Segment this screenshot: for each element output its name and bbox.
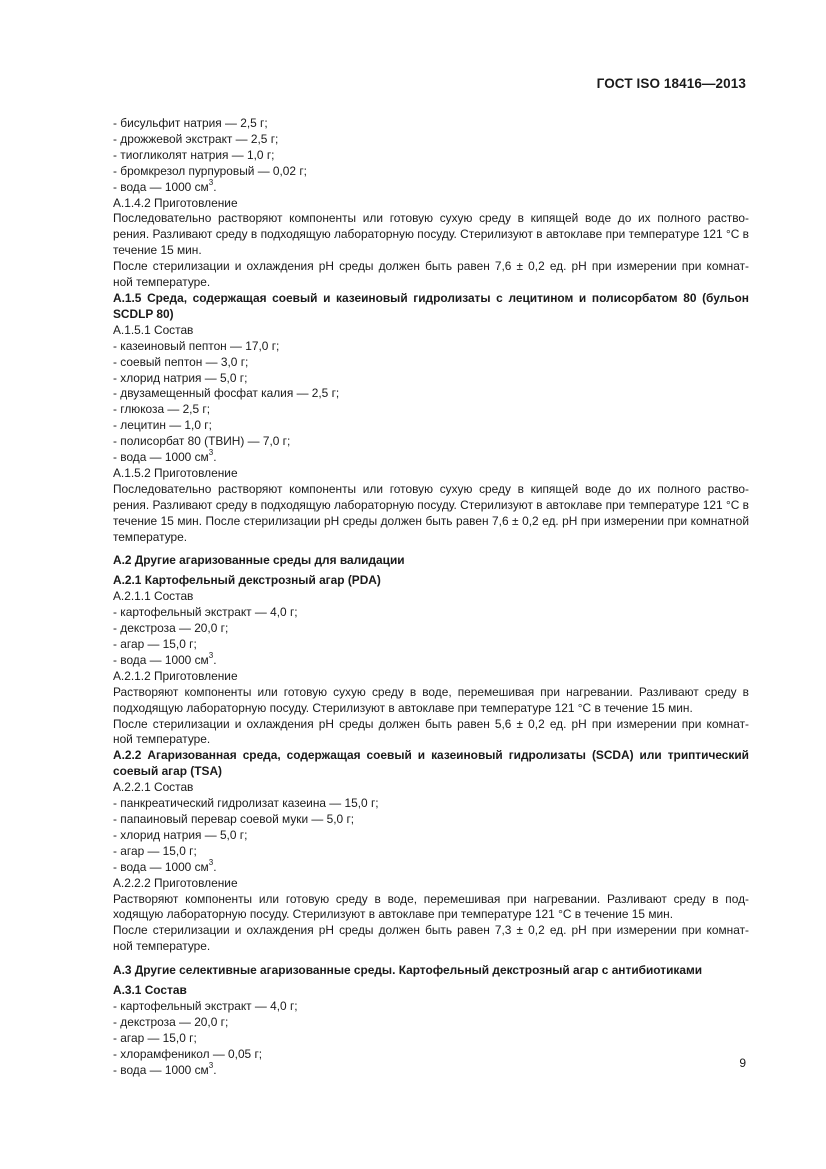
list-item: - лецитин — 1,0 г; bbox=[113, 418, 212, 433]
list-item-water: - вода — 1000 $см^3$. bbox=[113, 857, 217, 874]
list-item: - дрожжевой экстракт — 2,5 г; bbox=[113, 131, 279, 146]
list-item-water: - вода — 1000 $см^3$. bbox=[113, 1060, 217, 1077]
list-item-water: - вода — 1000 $см^3$. bbox=[113, 448, 217, 465]
list-item: - соевый пептон — 3,0 г; bbox=[113, 354, 249, 369]
paragraph-line: Растворяют компоненты или готовую среду в воде, перемешивая при нагревании. Разливают среду в под- bbox=[113, 891, 749, 906]
section-heading: А.2 Другие агаризованные среды для валидации bbox=[113, 553, 405, 568]
paragraph-line: течение 15 мин. После стерилизации рН среды должен быть равен 7,6 ± 0,2 ед. рН при измерении при комнатной bbox=[113, 513, 749, 528]
paragraph-line: После стерилизации и охлаждения рН среды должен быть равен 7,6 ± 0,2 ед. рН при измерении при комнат- bbox=[113, 259, 749, 274]
list-item: - бисульфит натрия — 2,5 г; bbox=[113, 116, 268, 130]
list-item: - бромкрезол пурпуровый — 0,02 г; bbox=[113, 163, 307, 178]
subsection-heading: А.2.2.2 Приготовление bbox=[113, 875, 238, 890]
paragraph-line: После стерилизации и охлаждения рН среды должен быть равен 5,6 ± 0,2 ед. рН при измерении при комнат- bbox=[113, 716, 749, 731]
paragraph-line: рения. Разливают среду в подходящую лабораторную посуду. Стерилизуют в автоклаве при температуре 121 °С в bbox=[113, 497, 749, 512]
section-heading: SCDLP 80) bbox=[113, 306, 174, 321]
page-content bbox=[113, 116, 749, 1078]
paragraph-line: ной температуре. bbox=[113, 732, 211, 747]
list-item: - хлорамфеникол — 0,05 г; bbox=[113, 1046, 263, 1061]
list-item-water: - вода — 1000 $см^3$. bbox=[113, 650, 217, 667]
subsection-heading: А.1.5.1 Состав bbox=[113, 322, 194, 337]
section-heading: А.2.1 Картофельный декстрозный агар (PDA) bbox=[113, 573, 381, 588]
list-item: - хлорид натрия — 5,0 г; bbox=[113, 827, 248, 842]
paragraph-line: Последовательно растворяют компоненты или готовую сухую среду в кипящей воде до их полного раство- bbox=[113, 481, 749, 496]
list-item: - двузамещенный фосфат калия — 2,5 г; bbox=[113, 386, 340, 401]
list-item: - агар — 15,0 г; bbox=[113, 637, 197, 651]
list-item: - картофельный экстракт — 4,0 г; bbox=[113, 998, 298, 1013]
list-item: - папаиновый перевар соевой муки — 5,0 г; bbox=[113, 811, 355, 826]
paragraph-line: подходящую лабораторную посуду. Стерилизуют в автоклаве при температуре 121 °С в течение 15 мин. bbox=[113, 700, 693, 715]
list-item: - агар — 15,0 г; bbox=[113, 1030, 197, 1045]
list-item-water: - вода — 1000 $см^3$. bbox=[113, 177, 217, 194]
section-heading: А.3.1 Состав bbox=[113, 983, 187, 998]
list-item: - панкреатический гидролизат казеина — 15,0 г; bbox=[113, 796, 379, 811]
paragraph-line: После стерилизации и охлаждения рН среды должен быть равен 7,3 ± 0,2 ед. рН при измерении при комнат- bbox=[113, 923, 749, 938]
paragraph-line: рения. Разливают среду в подходящую лабораторную посуду. Стерилизуют в автоклаве при температуре 121 °С в bbox=[113, 227, 749, 242]
list-item: - казеиновый пептон — 17,0 г; bbox=[113, 338, 280, 353]
list-item: - декстроза — 20,0 г; bbox=[113, 621, 229, 636]
list-item: - хлорид натрия — 5,0 г; bbox=[113, 370, 248, 385]
subsection-heading: А.2.2.1 Состав bbox=[113, 780, 194, 795]
subsection-heading: А.1.5.2 Приготовление bbox=[113, 465, 238, 480]
list-item: - глюкоза — 2,5 г; bbox=[113, 402, 211, 417]
paragraph-line: течение 15 мин. bbox=[113, 243, 202, 258]
subsection-heading: А.1.4.2 Приготовление bbox=[113, 195, 238, 210]
paragraph-line: температуре. bbox=[113, 529, 188, 544]
paragraph-line: Растворяют компоненты или готовую сухую среду в воде, перемешивая при нагревании. Разливают среду в bbox=[113, 684, 749, 699]
subsection-heading: А.2.1.2 Приготовление bbox=[113, 668, 238, 683]
subsection-heading: А.2.1.1 Состав bbox=[113, 589, 194, 604]
paragraph-line: ходящую лабораторную посуду. Стерилизуют в автоклаве при температуре 121 °С в течение 15 мин. bbox=[113, 907, 674, 922]
paragraph-line: ной температуре. bbox=[113, 939, 211, 954]
list-item: - декстроза — 20,0 г; bbox=[113, 1014, 229, 1029]
document-id: ГОСТ ISO 18416—2013 bbox=[596, 76, 746, 91]
section-heading: А.1.5 Среда, содержащая соевый и казеиновый гидролизаты с лецитином и полисорбатом 80 (бульон bbox=[113, 290, 749, 305]
section-heading: соевый агар (TSA) bbox=[113, 764, 223, 779]
paragraph-line: ной температуре. bbox=[113, 275, 211, 290]
paragraph-line: Последовательно растворяют компоненты или готовую сухую среду в кипящей воде до их полного раство- bbox=[113, 211, 749, 226]
section-heading: А.2.2 Агаризованная среда, содержащая соевый и казеиновый гидролизаты (SCDA) или триптический bbox=[113, 748, 749, 763]
list-item: - картофельный экстракт — 4,0 г; bbox=[113, 605, 298, 620]
list-item: - агар — 15,0 г; bbox=[113, 843, 197, 858]
section-heading: А.3 Другие селективные агаризованные среды. Картофельный декстрозный агар с антибиотиками bbox=[113, 963, 703, 978]
list-item: - тиогликолят натрия — 1,0 г; bbox=[113, 147, 275, 162]
page-number: 9 bbox=[739, 1056, 746, 1070]
list-item: - полисорбат 80 (ТВИН) — 7,0 г; bbox=[113, 434, 291, 449]
